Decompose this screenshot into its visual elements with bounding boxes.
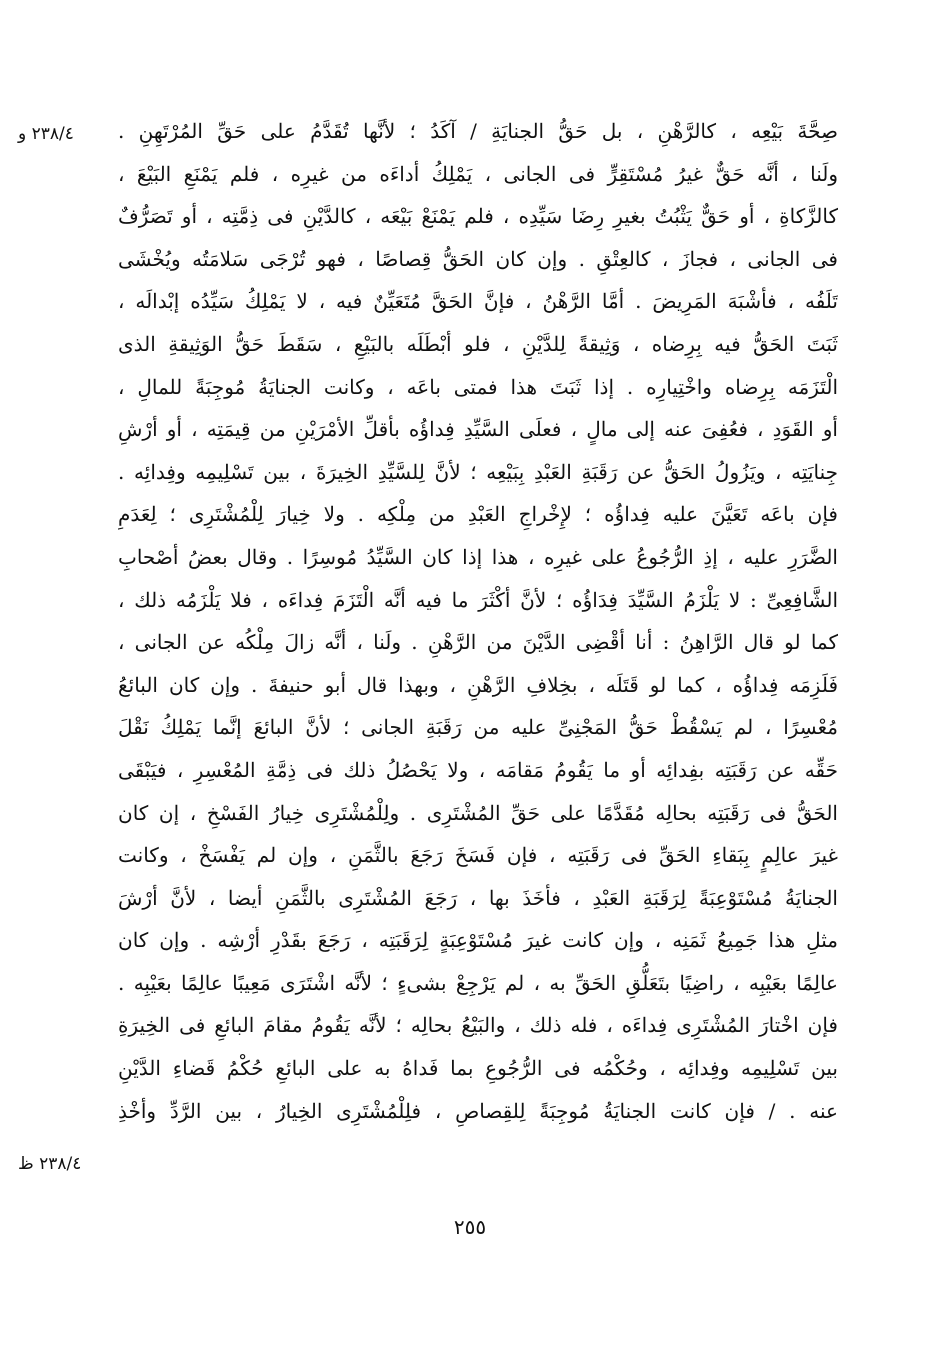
text-line: تَلَفُه ، فأشْبَهَ المَرِيضَ . أمَّا الرَّهْنُ ، فإنَّ الحَقَّ مُتَعَيِّنٌ فيه ، لا يَمْلِكُ سَيِّدُه إبْدالَه ، [118,289,838,314]
text-line: فى الجانى ، فجازَ ، كالعِتْقِ . وإن كان الحَقُّ قِصاصًا ، فهو تُرْجَى سَلامَتُه ويُخْشَى [118,246,838,271]
text-line: جِنايَتِه ، ويَزُولُ الحَقُّ عن رَقَبَةِ العَبْدِ بِبَيْعِه ؛ لأنَّ لِلسَّيِّدِ الخِيرَةَ ، بين تَسْلِيمِه وفِدائِه . [118,459,838,484]
text-line: مُعْسِرًا ، لم يَسْقُطْ حَقُّ المَجْنِىِّ عليه من رَقَبَةِ الجانى ؛ لأنَّ البائعَ إنَّما يَمْلِكُ نَقْلَ [118,715,838,740]
text-line: الحَقُّ فى رَقَبَتِه بحالِه مُقَدَّمًا على حَقِّ المُشْتَرِى . ولِلْمُشْتَرِى خِيارُ الفَسْخِ ، إن كان [118,800,838,825]
text-line: عالِمًا بعَيْبِه ، راضِيًا بتَعَلُّقِ الحَقِّ به ، لم يَرْجِعْ بشىءٍ ؛ لأنَّه اشْتَرَى مَعِيبًا عالِمًا بعَيْبِه . [118,970,838,995]
text-line: أو القَوَدِ ، فعُفِىَ عنه إلى مالٍ ، فعلَى السَّيِّدِ فِداؤُه بأقلِّ الأمْرَيْنِ من قِيمَتِه ، أو أرْشِ [118,417,838,442]
margin-reference-bottom: ٢٣٨/٤ ظ [18,1154,82,1174]
text-line: فإن باعَه تَعَيَّنَ عليه فِداؤُه ؛ لإِخْراجِ العَبْدِ من مِلْكِه . ولا خِيارَ لِلْمُشْتَرِى ؛ لِعَدَمِ [118,502,838,527]
text-line: كما لو قال الرَّاهِنُ : أنا أقْضِى الدَّيْنَ من الرَّهْنِ . ولَنا ، أنَّه زالَ مِلْكُه عن الجانى ، [118,630,838,655]
text-line: كالزَّكاةِ ، أو حَقٌّ يَثْبُتُ بغيرِ رِضَا سَيِّدِه ، فلم يَمْنَعْ بَيْعَه ، كالدَّيْنِ فى ذِمَّتِه ، أو تَصَرُّفٌ [118,204,838,229]
text-line: بين تَسْلِيمِه وفِدائِه ، وحُكْمُه فى الرُّجُوعِ بما فَداهُ به على البائعِ حُكْمُ قَضاءِ الدَّيْنِ [118,1056,838,1081]
main-text-block [118,110,838,1132]
text-line: الْتَزَمَه بِرِضاه واخْتِيارِه . إذا ثَبَتَ هذا فمتى باعَه ، وكانت الجنايَةُ مُوجِبَةً للمالِ ، [118,374,838,399]
text-line: فإن اخْتارَ المُشْتَرِى فِداءَه ، فله ذلك ، والبَيْعُ بحالِه ؛ لأنَّه يَقُومُ مقامَ البائعِ فى الخِيرَةِ [118,1013,838,1038]
text-line: ولَنا ، أنَّه حَقٌّ غيرُ مُسْتَقِرٍّ فى الجانى ، يَمْلِكُ أداءَه من غيرِه ، فلم يَمْنَعِ البَيْعَ ، [118,161,838,186]
text-line: الجنايَةُ مُسْتَوْعِبَةً لِرَقَبَةِ العَبْدِ ، فأخَذَ بها ، رَجَعَ المُشْتَرِى بالثَّمَنِ أيضا ، لأنَّ أرْشَ [118,885,838,910]
text-line: غيرَ عالِمٍ بِبَقاءِ الحَقِّ فى رَقَبَتِه ، فإن فَسَخَ رَجَعَ بالثَّمَنِ ، وإن لم يَفْسَخْ ، وكانت [118,843,838,868]
text-line: ثَبَتَ الحَقُّ فيه بِرِضاه ، وَثِيقةً لِلدَّيْنِ ، فلو أبْطَلَه بالبَيْعِ ، سَقَطَ حَقُّ الوَثِيقةِ الذى [118,331,838,356]
margin-reference-top: ٢٣٨/٤ و [18,124,74,144]
text-line: فَلَزِمَه فِداؤُه ، كما لو قَتَلَه ، بخِلافِ الرَّهْنِ ، وبهذا قال أبو حنيفةَ . وإن كان البائعُ [118,672,838,697]
text-line: الضَّرَرِ عليه ، إذِ الرُّجُوعُ على غيرِه ، هذا إذا كان السَّيِّدُ مُوسِرًا . وقال بعضُ أصْحابِ [118,544,838,569]
text-line: عنه . / فإن كانت الجنايَةُ مُوجِبَةً لِلقِصاصِ ، فلِلْمُشْتَرِى الخِيارُ ، بين الرَّدِّ وأخْذِ [118,1098,838,1123]
text-line: مثلِ هذا جَمِيعُ ثَمَنِه ، وإن كانت غيرَ مُسْتَوْعِبَةٍ لِرَقَبَتِه ، رَجَعَ بقَدْرِ أرْشِه . وإن كان [118,928,838,953]
text-line: حَقِّه عن رَقَبَتِه بفِدائِه أو ما يَقُومُ مَقامَه ، ولا يَحْصُلُ ذلك فى ذِمَّةِ المُعْسِرِ ، فيَبْقَى [118,757,838,782]
text-line: الشَّافِعِىِّ : لا يَلْزَمُ السَّيِّدَ فِدَاؤُه ؛ لأنَّ أكْثَرَ ما فيه أنَّه الْتَزَمَ فِداءَه ، فلا يَلْزَمُه ذلك ، [118,587,838,612]
text-line: صِحَّةَ بَيْعِه ، كالرَّهْنِ ، بل حَقُّ الجنايَةِ / آكَدُ ؛ لأنَّها تُقَدَّمُ على حَقِّ المُرْتَهِنِ . [118,119,838,143]
page-number: ٢٥٥ [453,1215,487,1239]
